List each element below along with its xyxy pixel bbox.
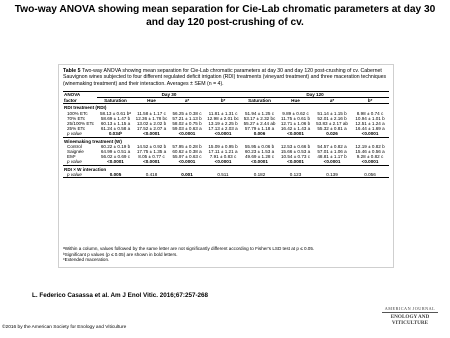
table-cell: 56.25 ± 0.38 c <box>172 110 202 116</box>
p-value-label: p value <box>63 159 97 165</box>
p-value-cell: 0.006 <box>241 131 278 137</box>
column-header: Hue <box>134 98 169 104</box>
day-30-header: Day 30 <box>97 92 241 98</box>
p-value-cell: <0.0001 <box>205 159 241 165</box>
table-cell: 17.11 ± 1.21 a <box>208 149 238 155</box>
table-cell: 11.58 ± 1.17 c <box>137 110 166 116</box>
table-cell: 52.01 ± 2.16 b <box>317 115 347 121</box>
table-cell: 12.71 ± 1.06 b <box>280 121 311 127</box>
table-cell: 55.97 ± 0.63 c <box>172 154 202 160</box>
anova-table-body <box>63 104 389 178</box>
p-value-cell: 0.056 <box>351 172 389 178</box>
p-value-cell: 0.418 <box>134 172 169 178</box>
logo-divider <box>382 312 438 313</box>
table-cell: 51.14 ± 1.15 b <box>317 110 347 116</box>
row-factor: 100% ETc <box>67 110 88 116</box>
table-cell: 57.79 ± 1.18 a <box>244 126 275 132</box>
p-value-cell: <0.0001 <box>241 159 278 165</box>
footnote: ᶜExtended maceration. <box>63 257 110 263</box>
table-cell: 16.42 ± 1.43 a <box>280 126 311 132</box>
section-title: RDI treatment (RDI) <box>64 105 107 111</box>
p-value-cell: <0.0001 <box>169 131 205 137</box>
column-header: b* <box>205 98 241 104</box>
p-value-cell: <0.0001 <box>278 131 313 137</box>
table-caption-text: Two-way ANOVA showing mean separation for Cie-Lab chromatic parameters at day 30 and day 120 post-crushing of cv. Cabernet Sauvignon wines subjected to four different regulated deficit irrigation (RDI) treatments (vineyard treatment) and three maceration techniques (winemaking treatment) and their interaction. Averages ± SEM (n = 4). <box>63 68 387 87</box>
p-value-cell: <0.0001 <box>169 159 205 165</box>
table-cell: 51.94 ± 1.25 c <box>244 110 275 116</box>
table-cell: 60.23 ± 1.53 a <box>244 149 275 155</box>
factor-header-2: factor <box>63 98 97 104</box>
p-value-cell: 0.182 <box>241 172 278 178</box>
column-header: a* <box>169 98 205 104</box>
table-cell: 48.81 ± 1.17 b <box>317 154 347 160</box>
row-factor: 25% ETc <box>67 126 86 132</box>
table-cell: 8.05 ± 0.77 c <box>138 154 165 160</box>
row-factor: Saignée <box>67 149 84 155</box>
table-cell: 57.01 ± 1.06 a <box>317 149 347 155</box>
table-cell: 9.89 ± 0.62 c <box>282 110 309 116</box>
p-value-cell: 0.001 <box>169 172 205 178</box>
table-figure <box>58 64 394 268</box>
p-value-row <box>63 172 389 178</box>
copyright: ©2016 by the American Society for Enology and Viticulture <box>2 325 127 330</box>
table-cell: 8.98 ± 0.74 c <box>356 110 384 116</box>
p-value-label: p value <box>63 172 97 178</box>
table-cell: 12.53 ± 0.66 b <box>280 143 311 149</box>
p-value-cell: 0.511 <box>205 172 241 178</box>
row-factor: 70% ETc <box>67 115 86 121</box>
table-cell: 10.54 ± 0.73 c <box>280 154 311 160</box>
table-cell: 60.22 ± 0.19 b <box>100 143 131 149</box>
table-cell: 57.95 ± 0.28 b <box>172 143 202 149</box>
table-cell: 12.98 ± 2.01 bc <box>207 115 239 121</box>
table-cell: 17.13 ± 2.03 a <box>208 126 238 132</box>
footnote: ᵃWithin a column, values followed by the same letter are not significantly different according to Fisher's LSD test at p ≤ 0.05. <box>63 246 315 251</box>
p-value-cell: <0.0001 <box>351 131 389 137</box>
p-value-cell: <0.0001 <box>351 159 389 165</box>
table-cell: 15.09 ± 0.95 b <box>208 143 238 149</box>
table-caption <box>63 68 389 87</box>
p-value-cell: 0.005 <box>97 172 134 178</box>
p-value-cell: <0.0001 <box>97 159 134 165</box>
table-cell: 13.19 ± 2.25 b <box>208 121 238 127</box>
p-value-cell: <0.0001 <box>313 159 351 165</box>
citation: L. Federico Casassa et al. Am J Enol Vitic. 2016;67:257-268 <box>32 292 209 299</box>
p-value-cell: <0.0001 <box>205 131 241 137</box>
table-cell: 55.32 ± 0.81 a <box>317 126 347 132</box>
table-cell: 55.27 ± 2.44 ab <box>243 121 276 127</box>
table-cell: 60.13 ± 1.15 a <box>100 121 131 127</box>
column-header: Hue <box>278 98 313 104</box>
column-header: Saturation <box>241 98 278 104</box>
table-cell: 58.02 ± 0.75 b <box>172 121 202 127</box>
p-value-cell: 0.026 <box>313 131 351 137</box>
table-cell: 12.19 ± 0.82 b <box>355 143 385 149</box>
section-header-row <box>63 165 389 172</box>
p-value-label: p value <box>63 131 97 137</box>
day-120-header: Day 120 <box>241 92 389 98</box>
logo-top-text: AMERICAN JOURNAL <box>384 306 436 311</box>
table-caption-label: Table 5 <box>63 68 81 74</box>
table-cell: 15.46 ± 0.56 a <box>355 149 385 155</box>
table-cell: 9.28 ± 0.82 c <box>356 154 384 160</box>
table-cell: 57.21 ± 1.13 b <box>172 115 202 121</box>
footnote: ᵇSignificant p values (p ≤ 0.05) are shown in bold letters. <box>63 251 178 257</box>
table-cell: 13.02 ± 2.02 b <box>136 121 167 127</box>
logo-main-text: ENOLOGY AND VITICULTURE <box>390 314 430 326</box>
table-cell: 14.52 ± 0.92 b <box>136 143 167 149</box>
p-value-cell: <0.0001 <box>134 131 169 137</box>
table-cell: 60.62 ± 0.38 a <box>172 149 202 155</box>
table-cell: 58.13 ± 0.61 bᵃ <box>99 110 132 116</box>
p-value-row <box>63 159 389 165</box>
table-cell: 12.36 ± 1.78 bc <box>135 115 168 121</box>
table-cell: 49.69 ± 1.28 c <box>244 154 275 160</box>
table-cell: 55.95 ± 0.06 b <box>244 143 275 149</box>
footnotes <box>63 246 389 263</box>
table-cell: 17.75 ± 1.35 a <box>136 149 167 155</box>
table-cell: 53.17 ± 2.32 bc <box>243 115 276 121</box>
p-value-cell: 0.139 <box>313 172 351 178</box>
table-cell: 17.52 ± 2.07 a <box>136 126 167 132</box>
table-cell: 54.57 ± 0.82 a <box>317 143 347 149</box>
p-value-cell: <0.0001 <box>278 159 313 165</box>
table-cell: 59.03 ± 0.63 a <box>172 126 202 132</box>
p-value-cell: <0.0001 <box>134 159 169 165</box>
table-cell: 10.94 ± 1.01 b <box>355 115 385 121</box>
journal-logo <box>374 306 446 336</box>
p-value-cell: 0.034ᵇ <box>97 131 134 137</box>
table-cell: 53.83 ± 2.17 ab <box>316 121 348 127</box>
table-cell: 11.81 ± 1.31 c <box>208 110 238 116</box>
column-header: b* <box>351 98 389 104</box>
anova-table <box>63 91 389 178</box>
table-cell: 64.99 ± 0.51 a <box>100 149 131 155</box>
table-cell: 16.44 ± 1.69 a <box>355 126 385 132</box>
row-factor: EMᶜ <box>67 154 76 160</box>
factor-header: ANOVA <box>63 92 97 98</box>
section-header-row <box>63 137 389 144</box>
table-cell: 7.91 ± 0.83 c <box>209 154 237 160</box>
column-header: Saturation <box>97 98 134 104</box>
table-cell: 61.24 ± 0.58 a <box>100 126 131 132</box>
section-title: Winemaking treatment (W) <box>64 138 122 144</box>
row-factor: Control <box>67 143 82 149</box>
row-factor: 25/100% ETc <box>67 121 95 127</box>
section-header-row <box>63 104 389 111</box>
table-cell: 11.75 ± 0.61 b <box>281 115 311 121</box>
table-cell: 12.51 ± 1.24 a <box>355 121 385 127</box>
column-header: a* <box>313 98 351 104</box>
table-cell: 15.66 ± 0.53 a <box>280 149 311 155</box>
p-value-cell: 0.123 <box>278 172 313 178</box>
table-cell: 56.02 ± 0.69 c <box>100 154 131 160</box>
table-cell: 58.69 ± 1.47 b <box>100 115 131 121</box>
slide-title: Two-way ANOVA showing mean separation for Cie-Lab chromatic parameters at day 30 and day 120 post-crushing of cv. <box>14 4 436 28</box>
section-title: RDI × W interaction <box>64 166 107 172</box>
